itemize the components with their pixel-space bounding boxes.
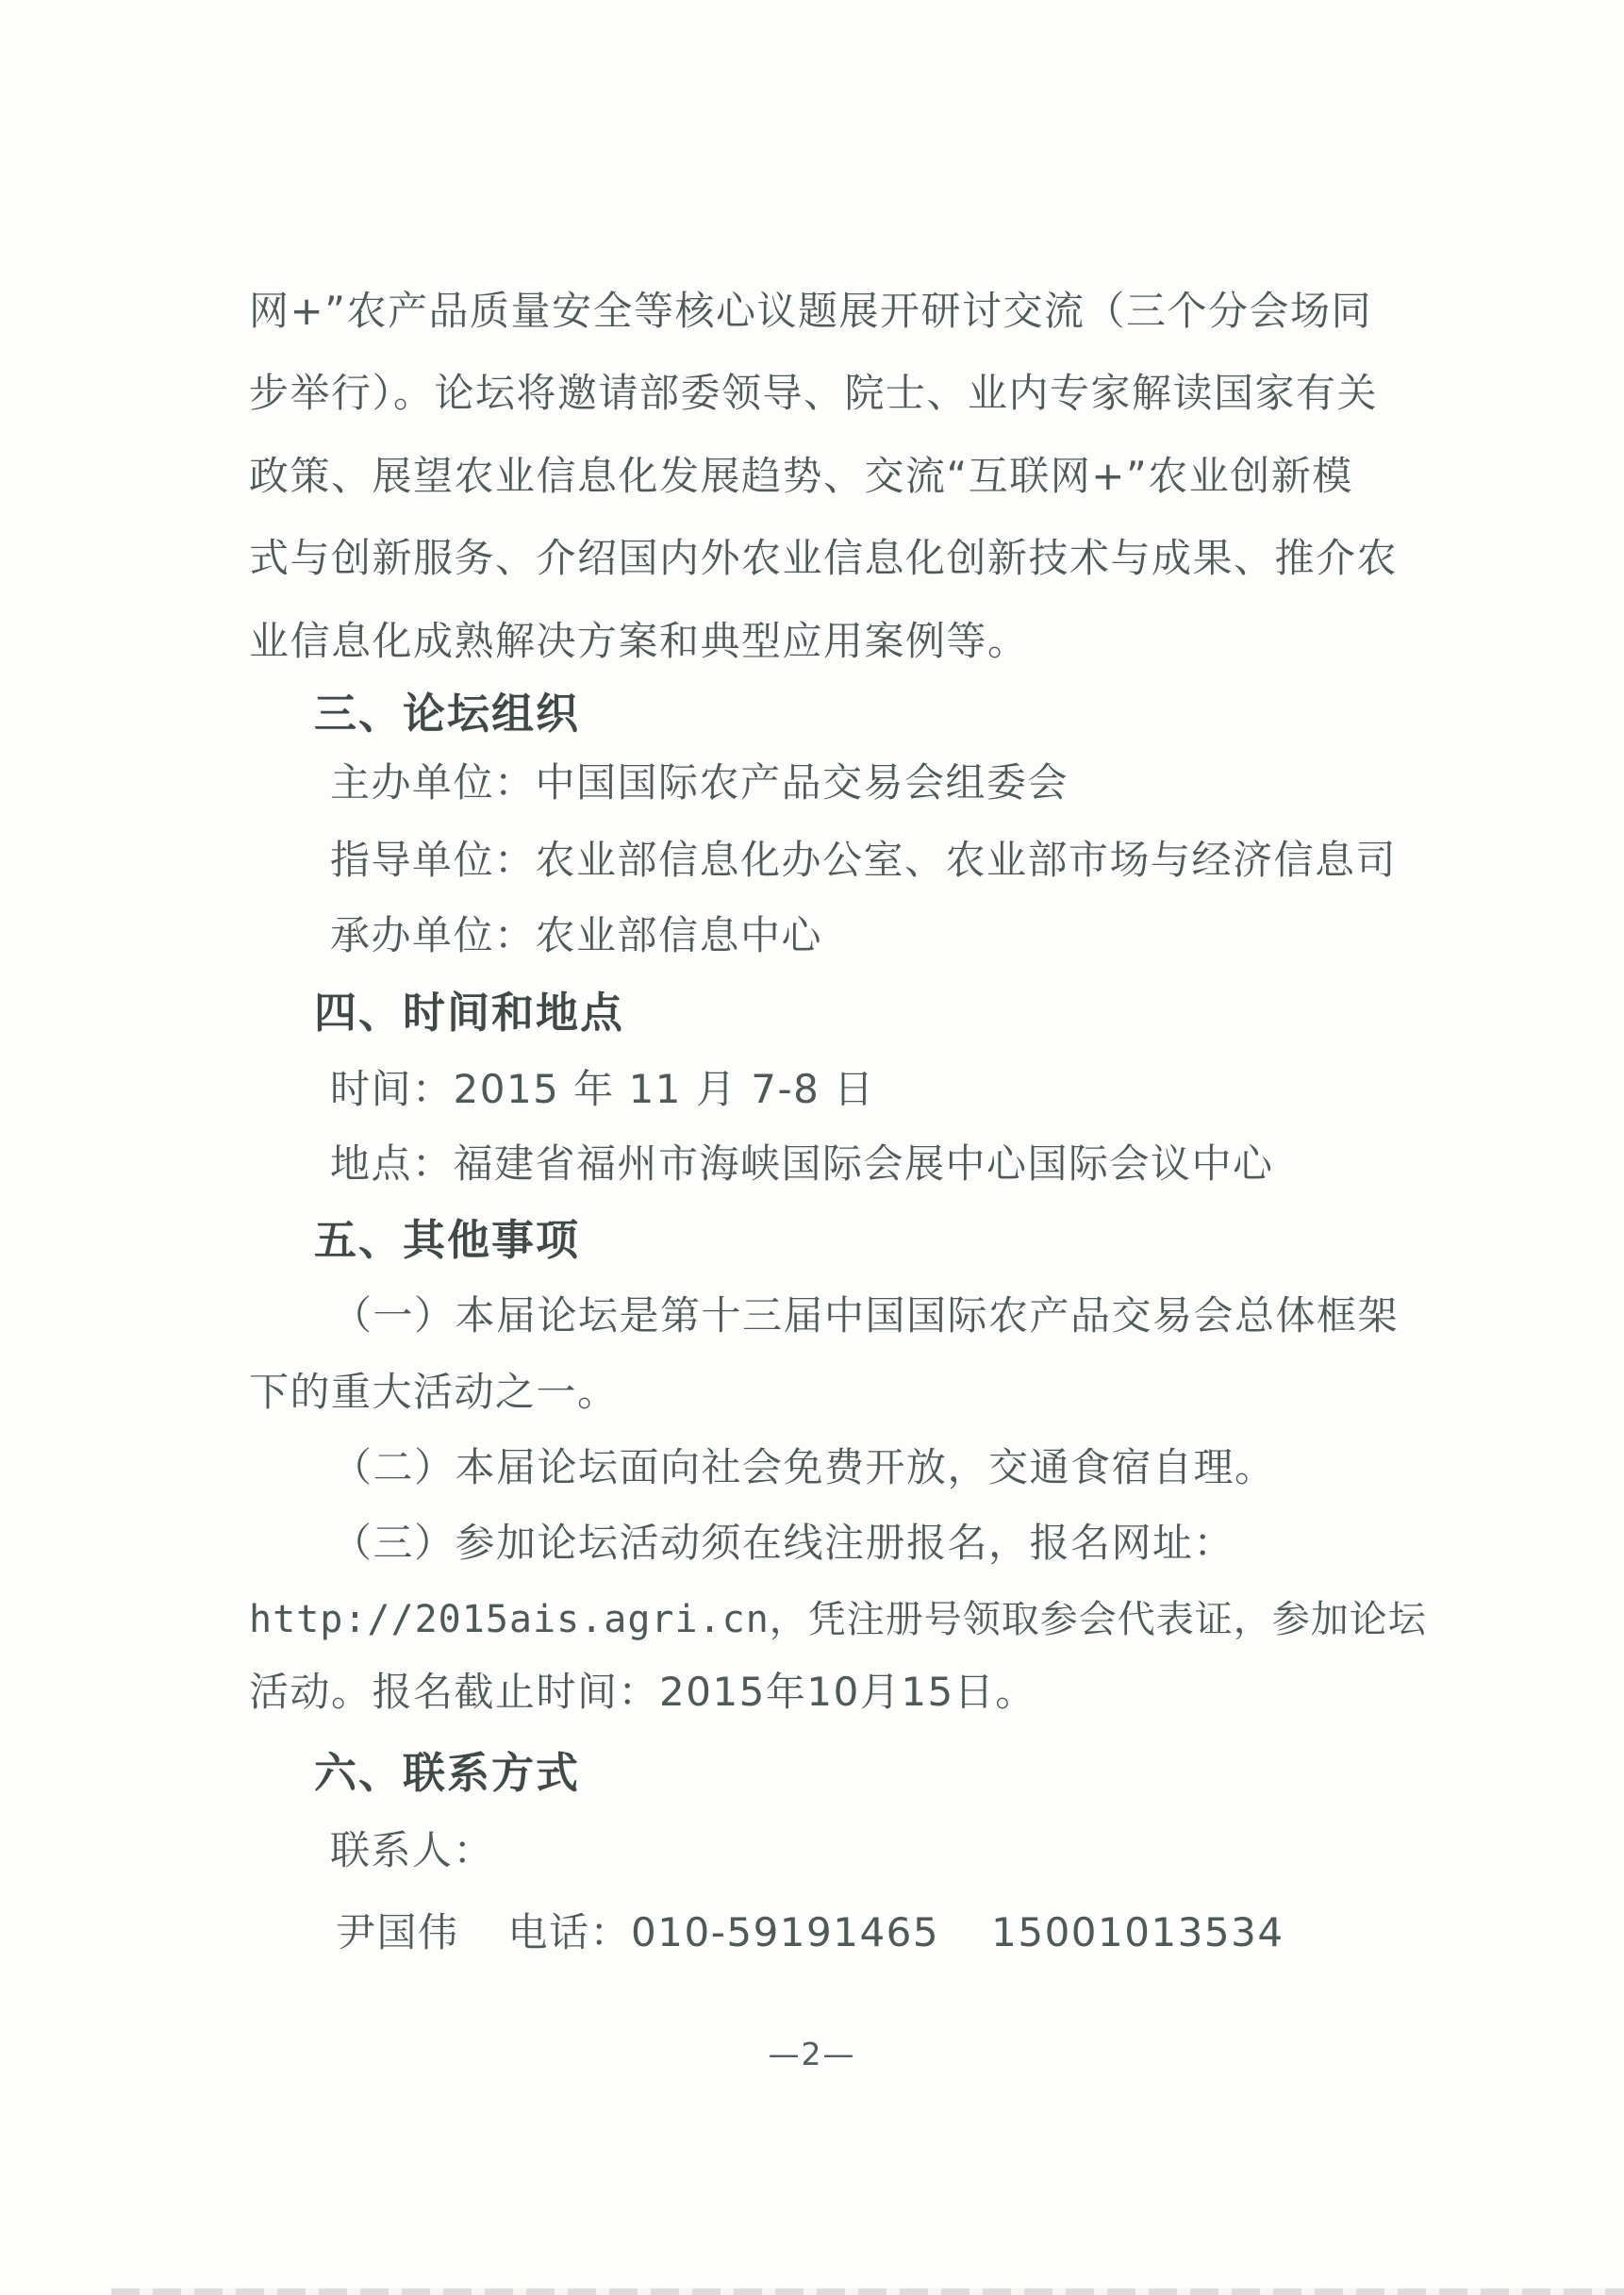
contact-person-label: 联系人： (330, 1827, 495, 1873)
other-item1-line-1: （一）本届论坛是第十三届中国国际农产品交易会总体框架 (332, 1292, 1400, 1339)
place-line: 地点：福建省福州市海峡国际会展中心国际会议中心 (330, 1140, 1274, 1187)
other-item3-line-3: 活动。报名截止时间：2015年10月15日。 (249, 1669, 1036, 1715)
page-number: —2— (768, 2036, 856, 2072)
section-heading-other-matters: 五、其他事项 (314, 1215, 581, 1265)
intro-paragraph-line-3: 政策、展望农业信息化发展趋势、交流“互联网+”农业创新模 (249, 453, 1353, 499)
contact-detail-row (336, 1902, 1284, 1958)
intro-paragraph-line-1: 网+”农产品质量安全等核心议题展开研讨交流（三个分会场同 (249, 288, 1372, 334)
phone-label: 电话： (507, 1909, 632, 1955)
other-item1-line-2: 下的重大活动之一。 (249, 1369, 619, 1415)
intro-paragraph-line-5: 业信息化成熟解决方案和典型应用案例等。 (249, 618, 1029, 664)
section-heading-contact: 六、联系方式 (314, 1748, 581, 1798)
contact-name: 尹国伟 (336, 1909, 459, 1955)
intro-paragraph-line-2: 步举行）。论坛将邀请部委领导、院士、业内专家解读国家有关 (249, 370, 1379, 416)
other-item3-line-1: （三）参加论坛活动须在线注册报名，报名网址： (332, 1520, 1235, 1566)
scan-artifact-strip (111, 2288, 1624, 2295)
other-item2-line: （二）本届论坛面向社会免费开放，交通食宿自理。 (332, 1444, 1276, 1490)
organizer-unit-line: 承办单位：农业部信息中心 (330, 912, 823, 958)
guiding-unit-line: 指导单位：农业部信息化办公室、农业部市场与经济信息司 (330, 837, 1398, 883)
registration-url-line: http://2015ais.agri.cn，凭注册号领取参会代表证，参加论坛 (249, 1598, 1427, 1641)
host-unit-line: 主办单位：中国国际农产品交易会组委会 (330, 759, 1069, 806)
section-heading-organization: 三、论坛组织 (314, 689, 581, 739)
phone-number-1: 010-59191465 (631, 1909, 940, 1955)
phone-number-2: 15001013534 (991, 1909, 1284, 1955)
section-heading-time-place: 四、时间和地点 (314, 988, 625, 1038)
time-line: 时间：2015 年 11 月 7-8 日 (330, 1066, 875, 1112)
intro-paragraph-line-4: 式与创新服务、介绍国内外农业信息化创新技术与成果、推介农 (249, 535, 1399, 581)
